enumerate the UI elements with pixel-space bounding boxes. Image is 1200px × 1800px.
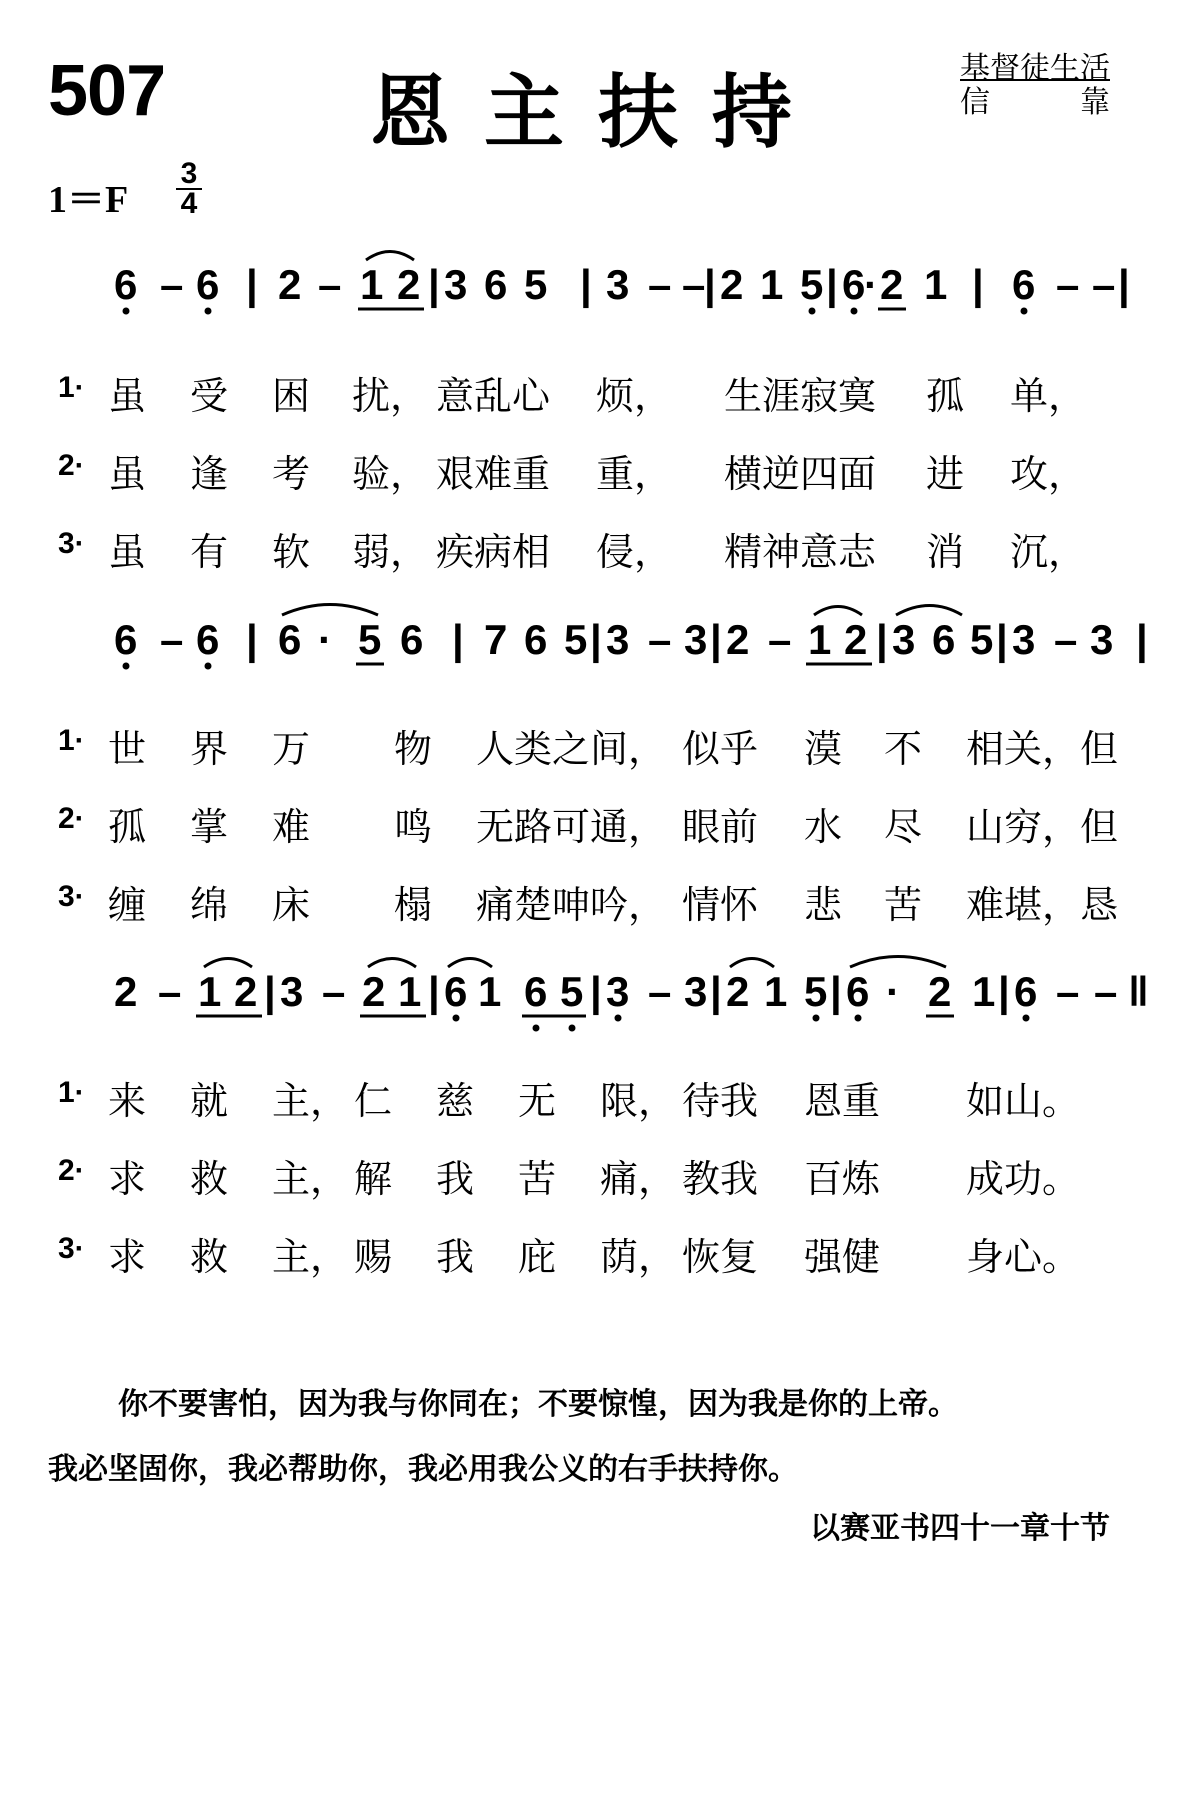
- dash: –: [160, 261, 184, 308]
- note: 1: [360, 261, 384, 308]
- notation-svg-3: [0, 962, 1200, 1072]
- barline: |: [996, 616, 1008, 663]
- lyric: 扰，: [352, 374, 429, 418]
- lower-octave-dot: [851, 308, 858, 315]
- lyric: 无路可通，: [476, 805, 667, 849]
- barline: |: [246, 616, 258, 663]
- dash: –: [158, 968, 182, 1015]
- dash: –: [648, 968, 672, 1015]
- note: 5: [564, 616, 588, 663]
- lower-octave-dot: [123, 308, 130, 315]
- note: 3: [892, 616, 916, 663]
- lyric: 仁: [354, 1079, 393, 1123]
- lyric: 虽: [108, 374, 147, 418]
- lyric: 绵: [190, 883, 229, 927]
- lyric: 成功。: [966, 1157, 1081, 1201]
- lyric: 百炼: [804, 1157, 881, 1201]
- barline: |: [972, 261, 984, 308]
- lyric: 慈: [436, 1079, 475, 1123]
- note: 3: [444, 261, 468, 308]
- lyric: 生涯寂寞: [724, 374, 877, 418]
- dot-duration: ·: [886, 968, 900, 1015]
- lower-octave-dot: [569, 1025, 576, 1032]
- notation-line-2: [0, 610, 1200, 720]
- lyric: 就: [190, 1079, 229, 1123]
- slur: [366, 252, 414, 261]
- lyric: 山穷，但: [966, 805, 1119, 849]
- lyric: 眼前: [682, 805, 759, 849]
- lyric-line-3-1: [58, 1070, 1158, 1123]
- notation-svg-1: [0, 255, 1200, 365]
- category-main: 基督徒生活: [960, 51, 1110, 86]
- verse-number: 1·: [58, 371, 85, 404]
- barline: |: [246, 261, 258, 308]
- lyric: 尽: [884, 805, 923, 849]
- slur: [204, 959, 252, 968]
- lyric: 相关，但: [966, 727, 1119, 771]
- hymn-category: [960, 52, 1110, 120]
- lyric: 难: [272, 805, 311, 849]
- lyric: 痛楚呻吟，: [476, 883, 667, 927]
- lyric: 验，: [352, 452, 429, 496]
- lyric: 难堪，恳: [966, 883, 1119, 927]
- lyric-line-1-1: [58, 365, 1158, 418]
- barline: |: [830, 968, 842, 1015]
- scripture-line-2: 我必坚固你，我必帮助你，我必用我公义的右手扶持你。: [48, 1452, 798, 1487]
- scripture-line-1: 你不要害怕，因为我与你同在；不要惊惶，因为我是你的上帝。: [118, 1387, 958, 1422]
- dash: –: [1092, 261, 1116, 308]
- lyric: 求: [108, 1235, 147, 1279]
- note: 2: [880, 261, 904, 308]
- barline: |: [428, 968, 440, 1015]
- note: 1: [764, 968, 788, 1015]
- note: 2: [720, 261, 744, 308]
- dash: –: [648, 616, 672, 663]
- note: 2: [397, 261, 421, 308]
- note: 1: [198, 968, 222, 1015]
- note: 6: [524, 968, 548, 1015]
- lyric-line-3-2: [58, 1148, 1158, 1201]
- lyric: 疾病相: [436, 530, 551, 574]
- lyric: 世: [108, 727, 147, 771]
- lyric: 痛，: [600, 1157, 677, 1201]
- note: 3: [1090, 616, 1114, 663]
- barline: |: [1118, 261, 1130, 308]
- scripture-reference: 以赛亚书四十一章十节: [810, 1511, 1110, 1546]
- lyric: 庇: [518, 1235, 557, 1279]
- lower-octave-dot: [205, 663, 212, 670]
- note: 2: [114, 968, 138, 1015]
- lower-octave-dot: [855, 1015, 862, 1022]
- note: 3: [606, 261, 630, 308]
- lyric: 榻: [394, 883, 433, 927]
- lyric: 来: [108, 1079, 147, 1123]
- note: 2: [278, 261, 302, 308]
- note: 3: [684, 968, 708, 1015]
- barline: |: [710, 968, 722, 1015]
- note: 1: [972, 968, 996, 1015]
- lyric: 悲: [804, 883, 843, 927]
- lyric: 荫，: [600, 1235, 677, 1279]
- lyric: 攻，: [1010, 452, 1087, 496]
- note: 7: [484, 616, 508, 663]
- note: 3: [606, 968, 630, 1015]
- lyric-line-1-3: [58, 521, 1158, 574]
- verse-number: 2·: [58, 1154, 85, 1187]
- lyric: 似乎: [682, 727, 759, 771]
- verse-number: 1·: [58, 724, 85, 757]
- note: 6: [114, 261, 138, 308]
- barline: |: [826, 261, 838, 308]
- lyric: 强健: [804, 1235, 881, 1279]
- note: 1: [478, 968, 502, 1015]
- lower-octave-dot: [1023, 1015, 1030, 1022]
- lower-octave-dot: [809, 308, 816, 315]
- dash: –: [1056, 968, 1080, 1015]
- notation-line-3: [0, 962, 1200, 1072]
- note: 6: [444, 968, 468, 1015]
- lyric: 沉，: [1010, 530, 1087, 574]
- lyric: 苦: [518, 1157, 557, 1201]
- note: 2: [234, 968, 258, 1015]
- slur: [368, 959, 416, 968]
- lyric: 受: [190, 374, 229, 418]
- notation-svg-2: [0, 610, 1200, 720]
- note: 3: [280, 968, 304, 1015]
- time-signature: [176, 157, 202, 220]
- category-sub-left: 信: [960, 85, 990, 120]
- note: 5: [804, 968, 828, 1015]
- lyric: 重，: [596, 452, 673, 496]
- note: 5: [800, 261, 824, 308]
- lower-octave-dot: [1021, 308, 1028, 315]
- lyric: 恩重: [804, 1079, 881, 1123]
- dash: –: [322, 968, 346, 1015]
- note: 2: [726, 616, 750, 663]
- lyric: 万: [272, 727, 311, 771]
- lyric: 进: [926, 452, 965, 496]
- note: 3: [1012, 616, 1036, 663]
- lyric: 艰难重: [436, 452, 551, 496]
- lyric: 物: [394, 727, 433, 771]
- lyric: 漠: [804, 727, 843, 771]
- verse-number: 3·: [58, 880, 85, 913]
- note: 1: [808, 616, 832, 663]
- note: 6: [524, 616, 548, 663]
- lyric: 教我: [682, 1157, 759, 1201]
- lyric: 掌: [190, 805, 229, 849]
- dot-duration: ·: [318, 616, 332, 663]
- time-numerator: 3: [176, 160, 202, 190]
- lyric: 情怀: [682, 883, 759, 927]
- slur: [896, 606, 962, 616]
- lower-octave-dot: [813, 1015, 820, 1022]
- barline: |: [704, 261, 716, 308]
- lower-octave-dot: [123, 663, 130, 670]
- category-sub-right: 靠: [1080, 85, 1110, 120]
- final-barline: ‖: [1128, 968, 1149, 1015]
- hymn-number: 507: [48, 51, 166, 131]
- lyric: 烦，: [596, 374, 673, 418]
- lower-octave-dot: [453, 1015, 460, 1022]
- dash: –: [768, 616, 792, 663]
- lyric: 身心。: [966, 1235, 1081, 1279]
- lyric: 水: [804, 805, 843, 849]
- lyric: 界: [190, 727, 229, 771]
- slur: [282, 605, 378, 616]
- lyric: 解: [354, 1157, 393, 1201]
- lyric: 主，: [272, 1079, 349, 1123]
- slur: [814, 607, 862, 616]
- lyric: 我: [436, 1157, 475, 1201]
- note: 3: [606, 616, 630, 663]
- barline: |: [590, 616, 602, 663]
- dash: –: [318, 261, 342, 308]
- lyric: 软: [272, 530, 311, 574]
- note: 5: [970, 616, 994, 663]
- lyric: 虽: [108, 452, 147, 496]
- dash: –: [1094, 968, 1118, 1015]
- note: 6: [1014, 968, 1038, 1015]
- slur: [850, 957, 946, 968]
- note: 2: [362, 968, 386, 1015]
- lyric: 待我: [682, 1079, 759, 1123]
- note: 6: [846, 968, 870, 1015]
- barline: |: [1136, 616, 1148, 663]
- note: 5: [524, 261, 548, 308]
- lyric: 意乱心: [436, 374, 551, 418]
- lyric: 鸣: [394, 805, 433, 849]
- note: 3: [684, 616, 708, 663]
- lyric: 侵，: [596, 530, 673, 574]
- lyric: 横逆四面: [724, 452, 877, 496]
- lyric-line-3-3: [58, 1226, 1158, 1279]
- lyric: 人类之间，: [476, 727, 667, 771]
- key-signature: 1＝F: [48, 179, 129, 221]
- lyric: 我: [436, 1235, 475, 1279]
- lyric: 无: [518, 1079, 557, 1123]
- note: 6: [1012, 261, 1036, 308]
- lyric: 困: [272, 374, 311, 418]
- note: 6: [196, 616, 220, 663]
- lyric: 主，: [272, 1235, 349, 1279]
- lyric: 消: [926, 530, 965, 574]
- note: 2: [726, 968, 750, 1015]
- lyric: 主，: [272, 1157, 349, 1201]
- lyric: 孤: [108, 805, 147, 849]
- barline: |: [876, 616, 888, 663]
- note: 6: [932, 616, 956, 663]
- lyric: 如山。: [966, 1079, 1081, 1123]
- dot-duration: ·: [864, 261, 878, 308]
- lyric-line-1-2: [58, 443, 1158, 496]
- lyric: 精神意志: [724, 530, 877, 574]
- lyric: 求: [108, 1157, 147, 1201]
- note: 5: [560, 968, 584, 1015]
- note: 2: [928, 968, 952, 1015]
- lower-octave-dot: [205, 308, 212, 315]
- lyric-line-2-1: [58, 718, 1158, 771]
- verse-number: 2·: [58, 449, 85, 482]
- dash: –: [160, 616, 184, 663]
- verse-number: 2·: [58, 802, 85, 835]
- dash: –: [648, 261, 672, 308]
- lyric: 孤: [926, 374, 965, 418]
- barline: |: [264, 968, 276, 1015]
- lyric-line-2-3: [58, 874, 1158, 927]
- verse-number: 1·: [58, 1076, 85, 1109]
- lyric: 虽: [108, 530, 147, 574]
- lyric: 缠: [108, 883, 147, 927]
- lyric: 有: [190, 530, 229, 574]
- barline: |: [998, 968, 1010, 1015]
- hymn-title: 恩主扶持: [370, 66, 826, 159]
- barline: |: [452, 616, 464, 663]
- note: 1: [760, 261, 784, 308]
- dash: –: [1054, 616, 1078, 663]
- note: 6: [400, 616, 424, 663]
- note: 1: [398, 968, 422, 1015]
- note: 6: [196, 261, 220, 308]
- slur: [448, 959, 492, 968]
- lyric: 逢: [190, 452, 229, 496]
- lyric: 床: [272, 883, 311, 927]
- lyric: 弱，: [352, 530, 429, 574]
- lyric: 不: [884, 727, 923, 771]
- lyric: 救: [190, 1235, 229, 1279]
- lyric: 赐: [354, 1235, 393, 1279]
- barline: |: [710, 616, 722, 663]
- note: 6: [484, 261, 508, 308]
- note: 5: [358, 616, 382, 663]
- note: 6: [114, 616, 138, 663]
- lyric: 单，: [1010, 374, 1087, 418]
- lyric: 恢复: [682, 1235, 759, 1279]
- verse-number: 3·: [58, 527, 85, 560]
- lyric: 救: [190, 1157, 229, 1201]
- note: 1: [924, 261, 948, 308]
- category-sub: [960, 86, 1110, 120]
- lyric: 苦: [884, 883, 923, 927]
- lyric-line-2-2: [58, 796, 1158, 849]
- note: 2: [844, 616, 868, 663]
- lyric: 限，: [600, 1079, 677, 1123]
- note: 6: [278, 616, 302, 663]
- notation-line-1: [0, 255, 1200, 365]
- lower-octave-dot: [533, 1025, 540, 1032]
- note: 6: [842, 261, 866, 308]
- barline: |: [428, 261, 440, 308]
- barline: |: [590, 968, 602, 1015]
- lyric: 考: [272, 452, 311, 496]
- dash: –: [1056, 261, 1080, 308]
- time-denominator: 4: [180, 187, 198, 220]
- barline: |: [580, 261, 592, 308]
- dash: –: [682, 261, 706, 308]
- verse-number: 3·: [58, 1232, 85, 1265]
- lower-octave-dot: [615, 1015, 622, 1022]
- slur: [730, 959, 774, 968]
